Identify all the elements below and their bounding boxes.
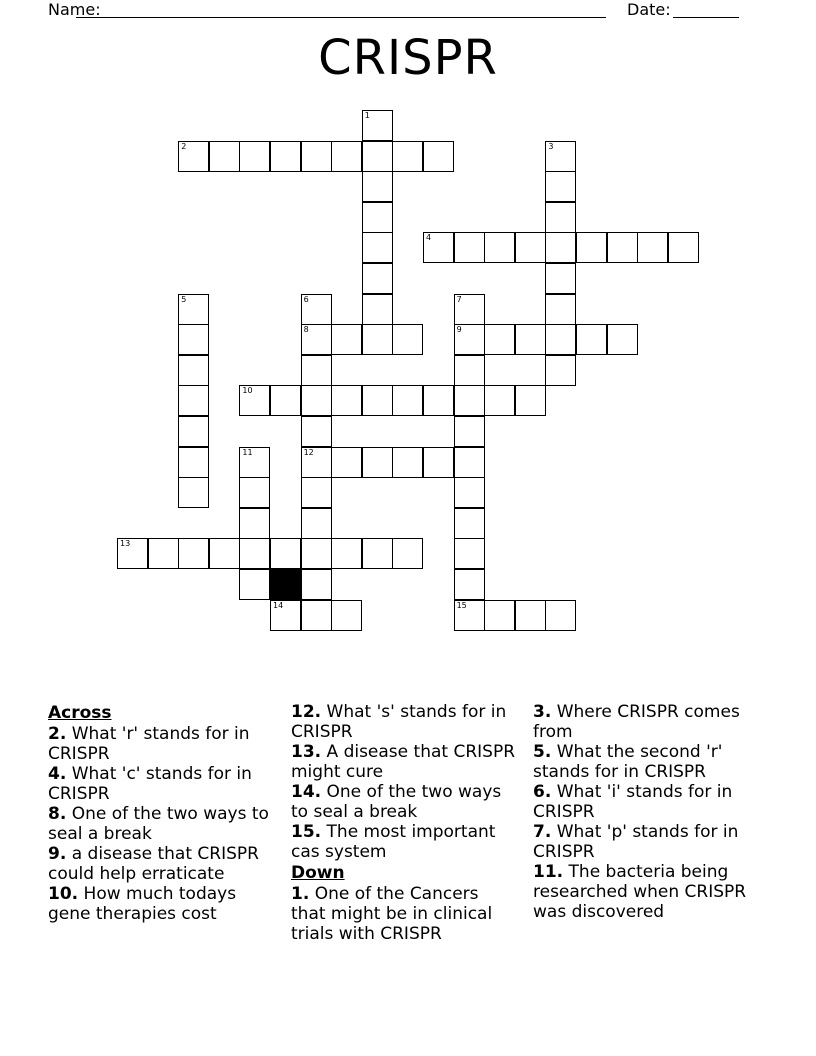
grid-cell[interactable] [362, 385, 393, 416]
clue-text: A disease that CRISPR might cure [291, 742, 516, 782]
cell-number: 5 [181, 294, 187, 304]
across-heading: Across [48, 703, 112, 723]
grid-cell[interactable] [331, 600, 362, 631]
clue-text: a disease that CRISPR could help erraticate [48, 844, 259, 884]
grid-cell[interactable] [301, 477, 332, 508]
grid-cell[interactable] [454, 416, 485, 447]
name-label: Name: [48, 0, 101, 19]
grid-cell[interactable] [301, 294, 332, 325]
clue-number: 5. [533, 742, 552, 762]
grid-cell[interactable] [454, 324, 485, 355]
clue-number: 8. [48, 804, 67, 824]
grid-cell[interactable] [545, 355, 576, 386]
grid-cell[interactable] [178, 416, 209, 447]
grid-cell[interactable] [178, 385, 209, 416]
grid-cell[interactable] [239, 477, 270, 508]
grid-cell[interactable] [515, 385, 546, 416]
grid-cell[interactable] [362, 263, 393, 294]
clue-across-13 [291, 742, 516, 782]
cell-number: 10 [242, 386, 253, 396]
date-label: Date: [627, 0, 671, 19]
clues-column-3 [533, 702, 758, 922]
grid-cell[interactable] [545, 171, 576, 202]
grid-cell[interactable] [576, 324, 607, 355]
cell-number: 11 [242, 447, 253, 457]
grid-cell[interactable] [362, 294, 393, 325]
grid-cell[interactable] [392, 324, 423, 355]
grid-cell[interactable] [392, 141, 423, 172]
grid-cell[interactable] [392, 447, 423, 478]
grid-cell[interactable] [239, 141, 270, 172]
clue-down-1 [291, 884, 516, 944]
grid-cell[interactable] [607, 324, 638, 355]
grid-cell[interactable] [270, 600, 301, 631]
grid-cell[interactable] [362, 202, 393, 233]
grid-cell[interactable] [545, 294, 576, 325]
clue-text: How much todays gene therapies cost [48, 884, 237, 924]
clue-text: What the second 'r' stands for in CRISPR [533, 742, 723, 782]
grid-cell[interactable] [331, 538, 362, 569]
grid-cell[interactable] [239, 385, 270, 416]
grid-cell[interactable] [392, 538, 423, 569]
cell-number: 3 [548, 141, 554, 151]
grid-cell[interactable] [331, 447, 362, 478]
clue-number: 13. [291, 742, 322, 762]
grid-cell[interactable] [239, 569, 270, 600]
grid-cell[interactable] [515, 324, 546, 355]
grid-cell[interactable] [239, 508, 270, 539]
clue-number: 7. [533, 822, 552, 842]
grid-block [270, 569, 301, 600]
clue-across-9 [48, 844, 273, 884]
clue-text: What 'i' stands for in CRISPR [533, 782, 733, 822]
grid-cell[interactable] [301, 324, 332, 355]
clue-across-4 [48, 764, 273, 804]
grid-cell[interactable] [454, 294, 485, 325]
grid-cell[interactable] [270, 538, 301, 569]
clues-column-2 [291, 702, 516, 944]
cell-number: 15 [456, 600, 467, 610]
clue-across-8 [48, 804, 273, 844]
grid-cell[interactable] [484, 385, 515, 416]
grid-cell[interactable] [362, 447, 393, 478]
clues-column-1 [48, 702, 273, 924]
grid-cell[interactable] [423, 385, 454, 416]
clue-text: The most important cas system [291, 822, 496, 862]
clue-number: 3. [533, 702, 552, 722]
cell-number: 9 [456, 325, 462, 335]
grid-cell[interactable] [331, 141, 362, 172]
grid-cell[interactable] [484, 600, 515, 631]
grid-cell[interactable] [454, 508, 485, 539]
clue-text: One of the two ways to seal a break [291, 782, 502, 822]
grid-cell[interactable] [301, 355, 332, 386]
grid-cell[interactable] [637, 232, 668, 263]
grid-cell[interactable] [148, 538, 179, 569]
clue-number: 15. [291, 822, 322, 842]
clue-text: What 's' stands for in CRISPR [291, 702, 507, 742]
clue-number: 2. [48, 724, 67, 744]
grid-cell[interactable] [423, 232, 454, 263]
grid-cell[interactable] [454, 355, 485, 386]
clue-text: Where CRISPR comes from [533, 702, 740, 742]
grid-cell[interactable] [178, 294, 209, 325]
grid-cell[interactable] [239, 447, 270, 478]
grid-cell[interactable] [178, 324, 209, 355]
grid-cell[interactable] [423, 447, 454, 478]
grid-cell[interactable] [545, 232, 576, 263]
grid-cell[interactable] [178, 538, 209, 569]
cell-number: 12 [303, 447, 314, 457]
grid-cell[interactable] [270, 385, 301, 416]
cell-number: 13 [120, 539, 131, 549]
grid-cell[interactable] [178, 447, 209, 478]
grid-cell[interactable] [301, 600, 332, 631]
grid-cell[interactable] [301, 569, 332, 600]
grid-cell[interactable] [362, 110, 393, 141]
grid-cell[interactable] [454, 600, 485, 631]
grid-cell[interactable] [301, 508, 332, 539]
clue-across-10 [48, 884, 273, 924]
grid-cell[interactable] [362, 324, 393, 355]
grid-cell[interactable] [209, 141, 240, 172]
grid-cell[interactable] [454, 385, 485, 416]
grid-cell[interactable] [454, 477, 485, 508]
clue-across-12 [291, 702, 516, 742]
grid-cell[interactable] [423, 141, 454, 172]
clue-number: 9. [48, 844, 67, 864]
grid-cell[interactable] [515, 232, 546, 263]
grid-cell[interactable] [301, 416, 332, 447]
clue-text: What 'c' stands for in CRISPR [48, 764, 252, 804]
grid-cell[interactable] [362, 232, 393, 263]
cell-number: 14 [273, 600, 284, 610]
grid-cell[interactable] [515, 600, 546, 631]
grid-cell[interactable] [484, 324, 515, 355]
clue-number: 14. [291, 782, 322, 802]
clue-across-14 [291, 782, 516, 822]
grid-cell[interactable] [178, 141, 209, 172]
clue-text: One of the two ways to seal a break [48, 804, 269, 844]
clue-text: The bacteria being researched when CRISPR was discovered [533, 862, 747, 922]
clue-number: 12. [291, 702, 322, 722]
grid-cell[interactable] [576, 232, 607, 263]
cell-number: 1 [364, 111, 370, 120]
grid-cell[interactable] [301, 447, 332, 478]
down-heading: Down [291, 863, 345, 883]
clue-text: One of the Cancers that might be in clinical trials with CRISPR [291, 884, 493, 944]
clue-number: 10. [48, 884, 79, 904]
grid-cell[interactable] [668, 232, 699, 263]
clue-down-7 [533, 822, 758, 862]
cell-number: 8 [303, 325, 309, 335]
clue-down-6 [533, 782, 758, 822]
clue-down-5 [533, 742, 758, 782]
grid-cell[interactable] [239, 538, 270, 569]
clue-down-11 [533, 862, 758, 922]
page-title: CRISPR [318, 30, 498, 86]
grid-cell[interactable] [454, 447, 485, 478]
grid-cell[interactable] [331, 385, 362, 416]
grid-cell[interactable] [454, 232, 485, 263]
clue-number: 11. [533, 862, 564, 882]
cell-number: 4 [426, 233, 432, 243]
grid-cell[interactable] [545, 324, 576, 355]
grid-cell[interactable] [362, 171, 393, 202]
grid-cell[interactable] [117, 538, 148, 569]
grid-cell[interactable] [484, 232, 515, 263]
grid-cell[interactable] [454, 538, 485, 569]
clue-number: 1. [291, 884, 310, 904]
grid-cell[interactable] [178, 477, 209, 508]
clue-text: What 'r' stands for in CRISPR [48, 724, 250, 764]
grid-cell[interactable] [301, 141, 332, 172]
grid-cell[interactable] [545, 202, 576, 233]
clue-down-3 [533, 702, 758, 742]
clue-across-15 [291, 822, 516, 862]
clue-number: 4. [48, 764, 67, 784]
grid-cell[interactable] [545, 263, 576, 294]
grid-cell[interactable] [545, 141, 576, 172]
cell-number: 6 [303, 294, 309, 304]
grid-cell[interactable] [454, 569, 485, 600]
clue-number: 6. [533, 782, 552, 802]
grid-cell[interactable] [545, 600, 576, 631]
cell-number: 2 [181, 141, 187, 151]
grid-cell[interactable] [331, 324, 362, 355]
grid-cell[interactable] [607, 232, 638, 263]
grid-cell[interactable] [178, 355, 209, 386]
grid-cell[interactable] [362, 538, 393, 569]
grid-cell[interactable] [209, 538, 240, 569]
cell-number: 7 [456, 294, 462, 304]
grid-cell[interactable] [301, 385, 332, 416]
clue-across-2 [48, 724, 273, 764]
grid-cell[interactable] [392, 385, 423, 416]
grid-cell[interactable] [362, 141, 393, 172]
grid-cell[interactable] [301, 538, 332, 569]
clue-text: What 'p' stands for in CRISPR [533, 822, 739, 862]
grid-cell[interactable] [270, 141, 301, 172]
